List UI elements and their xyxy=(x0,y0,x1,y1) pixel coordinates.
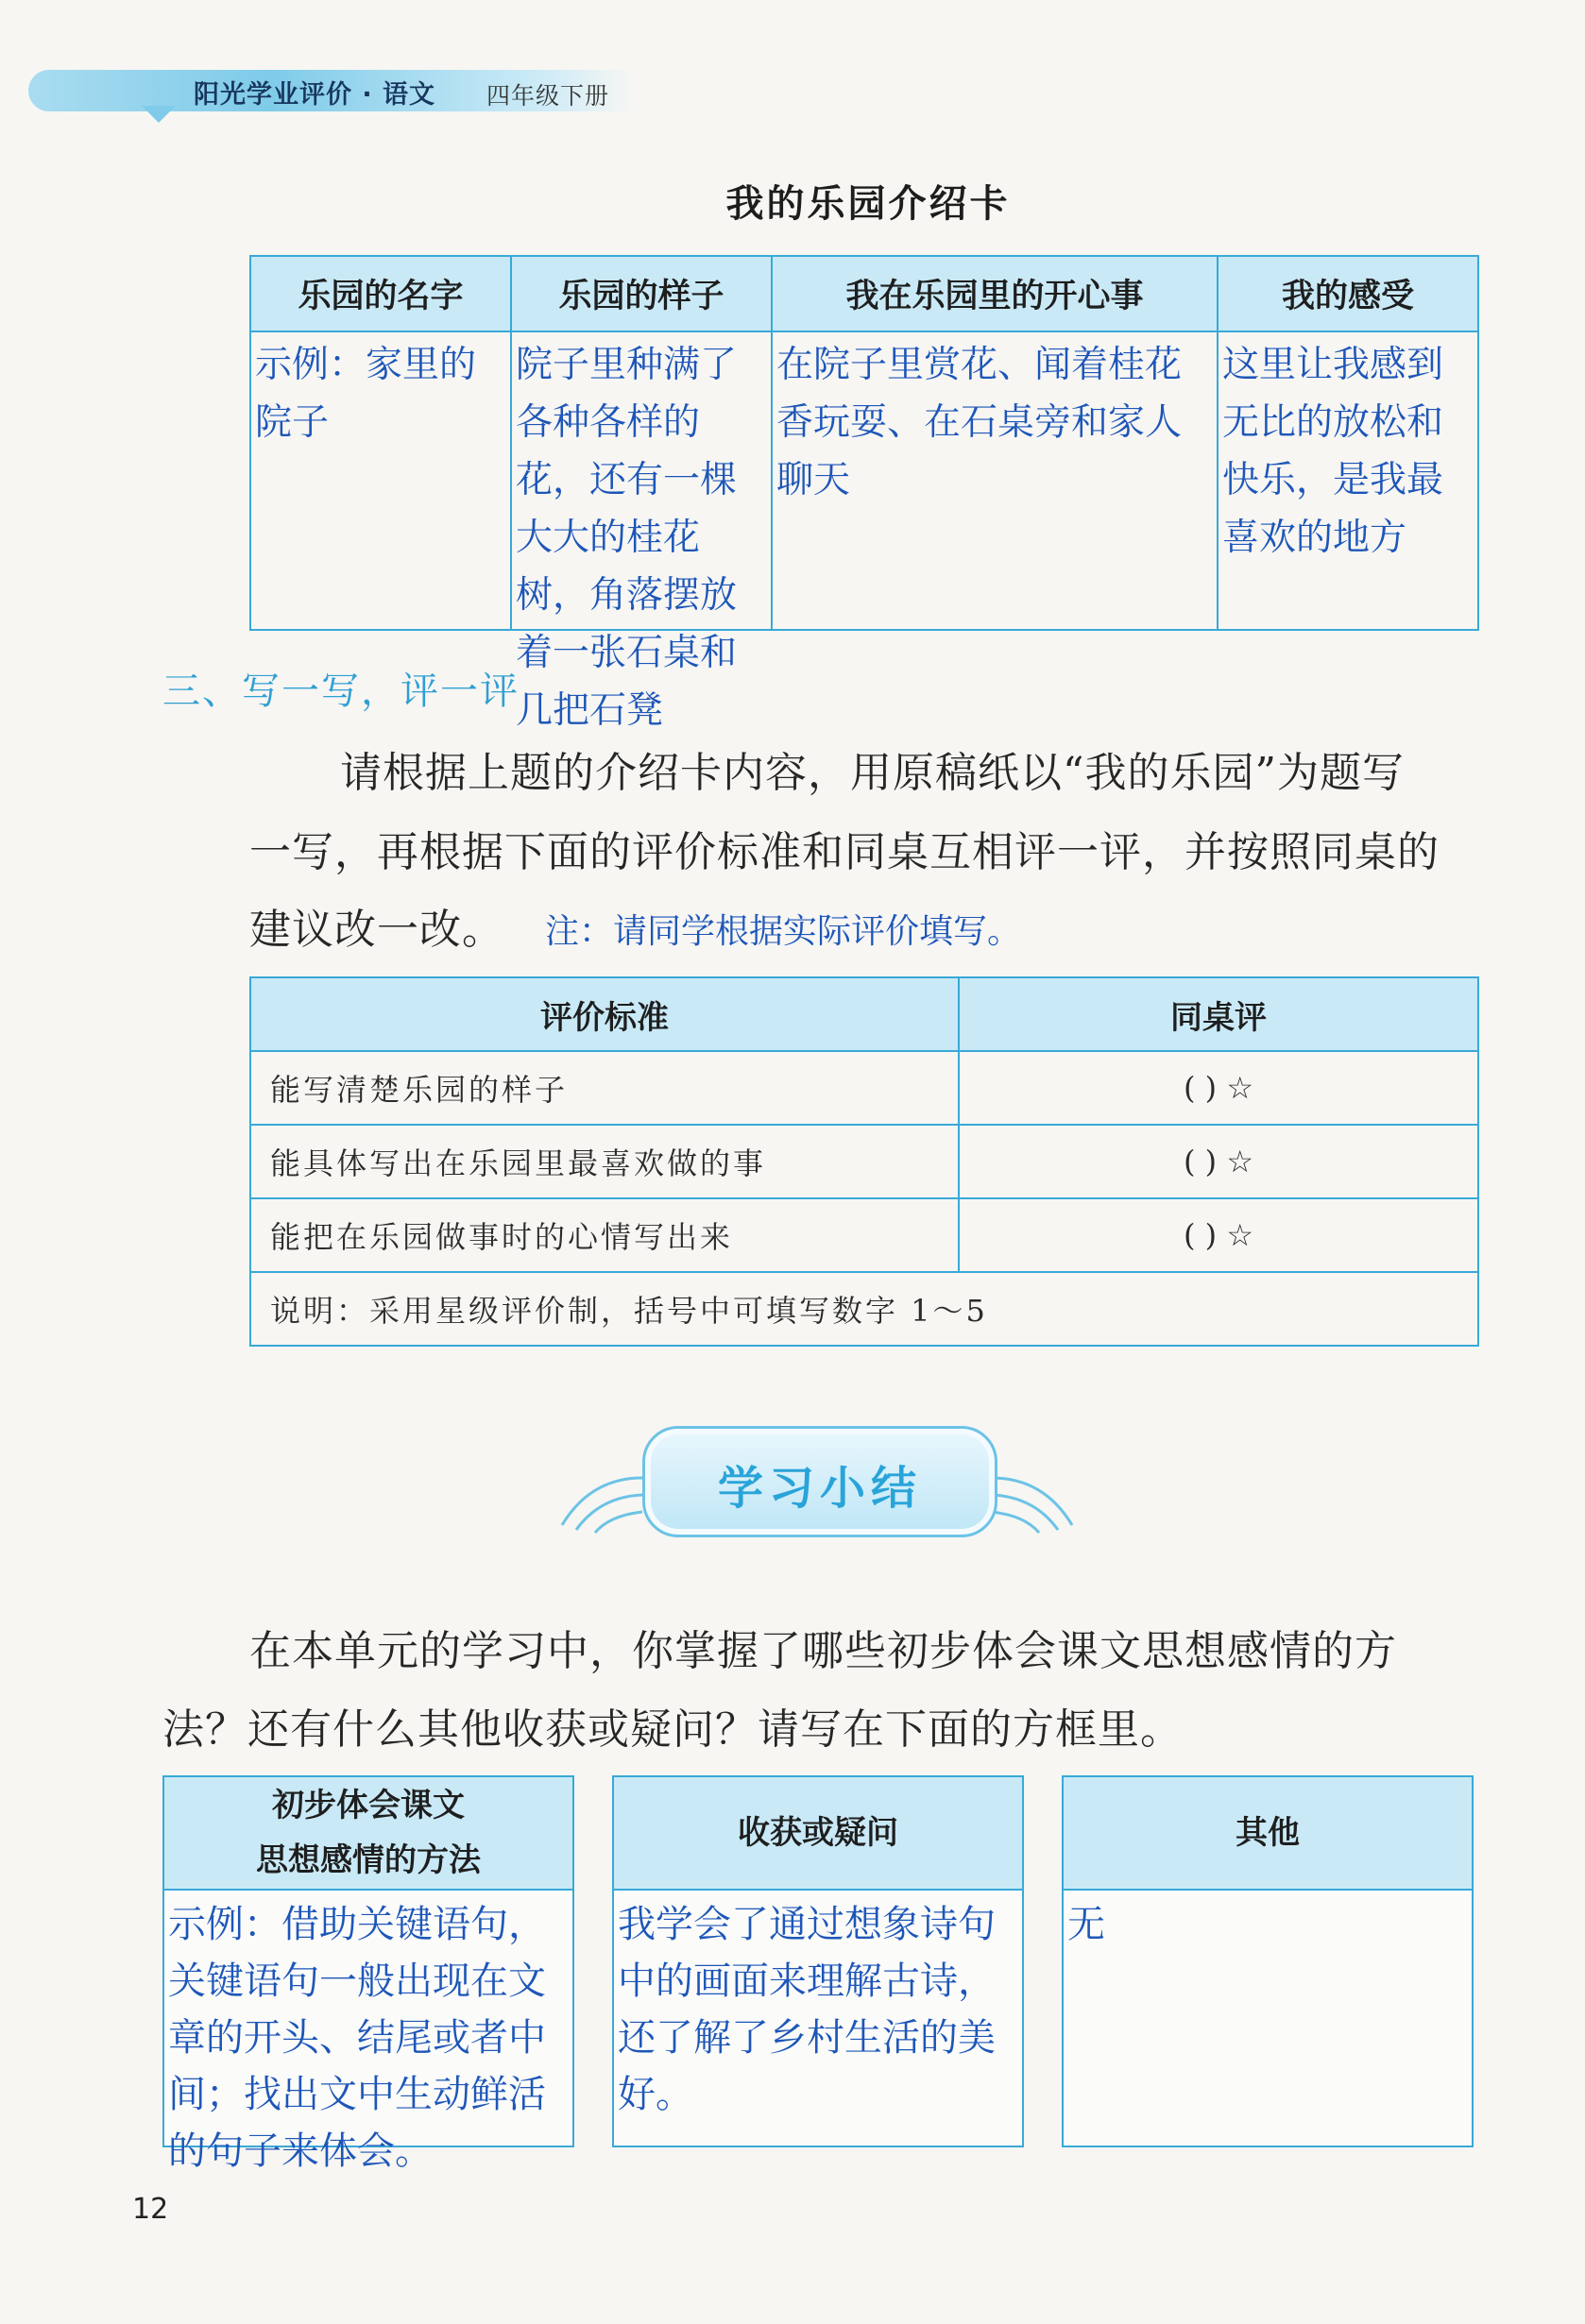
summary-box-header: 收获或疑问 xyxy=(614,1777,1022,1891)
page-number: 12 xyxy=(132,2193,169,2226)
summary-box-answer[interactable]: 示例：借助关键语句，关键语句一般出现在文章的开头、结尾或者中间；找出文中生动鲜活的句子来体会。 xyxy=(168,1903,546,2173)
column-header-name: 乐园的名字 xyxy=(250,256,511,331)
eval-header-criteria: 评价标准 xyxy=(250,977,959,1051)
score-field[interactable]: ( ) ☆ xyxy=(959,1051,1478,1125)
book-grade: 四年级下册 xyxy=(486,82,610,110)
instruction-line-2: 一写，再根据下面的评价标准和同桌互相评一评，并按照同桌的 xyxy=(249,828,1440,876)
answer-cell-happy-things xyxy=(772,331,1218,630)
intro-card-header-row xyxy=(250,256,1478,331)
answer-cell-name xyxy=(250,331,511,630)
intro-card-answer-row xyxy=(250,331,1478,630)
answer-look: 院子里种满了各种各样的花，还有一棵大大的桂花树，角落摆放着一张石桌和几把石凳 xyxy=(516,344,738,732)
teacher-note: 注：请同学根据实际评价填写。 xyxy=(545,912,1022,951)
score-field[interactable]: ( ) ☆ xyxy=(959,1125,1478,1198)
answer-happy-things: 在院子里赏花、闻着桂花香玩耍、在石桌旁和家人聊天 xyxy=(776,344,1183,501)
summary-box-header xyxy=(164,1777,572,1891)
answer-name: 示例：家里的院子 xyxy=(255,344,477,444)
column-header-look: 乐园的样子 xyxy=(511,256,772,331)
summary-box-header-line: 初步体会课文 xyxy=(272,1787,465,1824)
eval-header-peer: 同桌评 xyxy=(959,977,1478,1051)
summary-box-methods xyxy=(162,1775,574,2173)
summary-box-gains xyxy=(612,1775,1024,2147)
criterion: 能把在乐园做事时的心情写出来 xyxy=(250,1198,959,1272)
intro-card-title: 我的乐园介绍卡 xyxy=(725,182,1011,226)
summary-box-header-line: 思想感情的方法 xyxy=(256,1841,481,1879)
summary-box-header: 其他 xyxy=(1064,1777,1472,1891)
criterion: 能具体写出在乐园里最喜欢做的事 xyxy=(250,1125,959,1198)
evaluation-row xyxy=(250,1051,1478,1125)
book-title: 阳光学业评价 · 语文 xyxy=(194,80,436,110)
answer-cell-look xyxy=(511,331,772,732)
summary-box-answer[interactable]: 无 xyxy=(1067,1903,1105,1946)
column-header-feeling: 我的感受 xyxy=(1218,256,1478,331)
summary-title: 学习小结 xyxy=(717,1462,922,1515)
evaluation-footnote-row xyxy=(250,1272,1478,1346)
column-header-happy-things: 我在乐园里的开心事 xyxy=(772,256,1218,331)
summary-prompt-line-2: 法？还有什么其他收获或疑问？请写在下面的方框里。 xyxy=(162,1705,1183,1754)
score-field[interactable]: ( ) ☆ xyxy=(959,1198,1478,1272)
evaluation-row xyxy=(250,1198,1478,1272)
section-heading-write-evaluate: 三、写一写，评一评 xyxy=(162,670,520,713)
answer-cell-feeling xyxy=(1218,331,1478,630)
evaluation-row xyxy=(250,1125,1478,1198)
instruction-line-1: 请根据上题的介绍卡内容，用原稿纸以“我的乐园”为题写 xyxy=(340,749,1405,797)
answer-feeling: 这里让我感到无比的放松和快乐，是我最喜欢的地方 xyxy=(1222,344,1444,559)
evaluation-footnote: 说明：采用星级评价制，括号中可填写数字 1～5 xyxy=(250,1272,1478,1346)
summary-prompt-line-1: 在本单元的学习中，你掌握了哪些初步体会课文思想感情的方 xyxy=(249,1627,1397,1675)
summary-box-answer[interactable]: 我学会了通过想象诗句中的画面来理解古诗，还了解了乡村生活的美好。 xyxy=(618,1903,996,2116)
summary-box-other xyxy=(1062,1775,1474,2147)
instruction-line-3: 建议改一改。 xyxy=(249,906,504,954)
header-banner-tip xyxy=(142,106,176,123)
criterion: 能写清楚乐园的样子 xyxy=(250,1051,959,1125)
evaluation-table xyxy=(249,976,1479,1347)
evaluation-header-row xyxy=(250,977,1478,1051)
